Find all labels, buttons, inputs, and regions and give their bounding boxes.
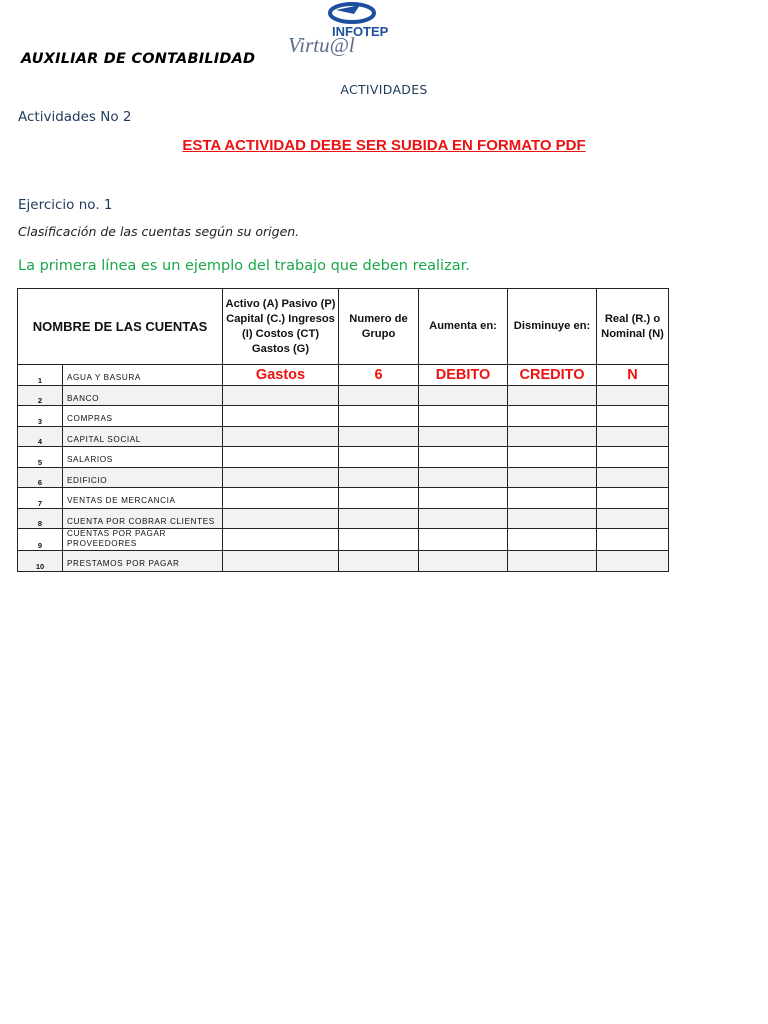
header-account-name: NOMBRE DE LAS CUENTAS — [18, 289, 223, 365]
real-nominal-cell[interactable] — [597, 385, 669, 406]
real-nominal-cell[interactable] — [597, 447, 669, 468]
example-note: La primera línea es un ejemplo del trabajo que deben realizar. — [18, 258, 470, 274]
increases-cell[interactable] — [419, 551, 508, 572]
increases-cell[interactable] — [419, 426, 508, 447]
decreases-cell[interactable] — [508, 551, 597, 572]
row-number: 3 — [18, 406, 63, 427]
table-row — [18, 406, 669, 427]
group-number-cell[interactable] — [339, 385, 419, 406]
account-name: CUENTAS POR PAGAR PROVEEDORES — [63, 529, 223, 551]
row-number: 5 — [18, 447, 63, 468]
row-number: 2 — [18, 385, 63, 406]
category-cell[interactable] — [223, 426, 339, 447]
account-name: CAPITAL SOCIAL — [63, 426, 223, 447]
table-header-row — [18, 289, 669, 365]
header-group-number: Numero de Grupo — [339, 289, 419, 365]
decreases-cell[interactable]: CREDITO — [508, 365, 597, 386]
group-number-cell[interactable] — [339, 551, 419, 572]
table-row — [18, 365, 669, 386]
category-cell[interactable] — [223, 385, 339, 406]
account-name: COMPRAS — [63, 406, 223, 427]
category-cell[interactable] — [223, 467, 339, 488]
logo-graphic — [270, 2, 400, 56]
row-number: 9 — [18, 529, 63, 551]
row-number: 4 — [18, 426, 63, 447]
table-row — [18, 467, 669, 488]
real-nominal-cell[interactable] — [597, 488, 669, 509]
decreases-cell[interactable] — [508, 447, 597, 468]
increases-cell[interactable] — [419, 447, 508, 468]
table-row — [18, 426, 669, 447]
real-nominal-cell[interactable] — [597, 426, 669, 447]
real-nominal-cell[interactable] — [597, 467, 669, 488]
category-cell[interactable] — [223, 551, 339, 572]
group-number-cell[interactable] — [339, 447, 419, 468]
increases-cell[interactable] — [419, 529, 508, 551]
table-row — [18, 447, 669, 468]
row-number: 8 — [18, 508, 63, 529]
logo-text-top: INFOTEP — [332, 24, 389, 39]
category-cell[interactable] — [223, 406, 339, 427]
exercise-subtitle: Clasificación de las cuentas según su origen. — [18, 224, 300, 239]
category-cell[interactable] — [223, 529, 339, 551]
category-cell[interactable] — [223, 447, 339, 468]
category-cell[interactable] — [223, 488, 339, 509]
real-nominal-cell[interactable]: N — [597, 365, 669, 386]
account-name: BANCO — [63, 385, 223, 406]
real-nominal-cell[interactable] — [597, 508, 669, 529]
real-nominal-cell[interactable] — [597, 406, 669, 427]
row-number: 10 — [18, 551, 63, 572]
decreases-cell[interactable] — [508, 508, 597, 529]
table-row — [18, 551, 669, 572]
table-row — [18, 508, 669, 529]
decreases-cell[interactable] — [508, 467, 597, 488]
infotep-virtual-logo — [270, 2, 400, 56]
decreases-cell[interactable] — [508, 426, 597, 447]
increases-cell[interactable] — [419, 508, 508, 529]
group-number-cell[interactable] — [339, 529, 419, 551]
decreases-cell[interactable] — [508, 406, 597, 427]
increases-cell[interactable]: DEBITO — [419, 365, 508, 386]
course-title: AUXILIAR DE CONTABILIDAD — [21, 51, 256, 67]
account-name: EDIFICIO — [63, 467, 223, 488]
header-increases: Aumenta en: — [419, 289, 508, 365]
row-number: 1 — [18, 365, 63, 386]
account-name: AGUA Y BASURA — [63, 365, 223, 386]
table-row — [18, 488, 669, 509]
group-number-cell[interactable] — [339, 467, 419, 488]
activities-number: Actividades No 2 — [18, 109, 132, 125]
increases-cell[interactable] — [419, 406, 508, 427]
category-cell[interactable]: Gastos — [223, 365, 339, 386]
category-cell[interactable] — [223, 508, 339, 529]
table-body — [18, 365, 669, 572]
real-nominal-cell[interactable] — [597, 529, 669, 551]
group-number-cell[interactable] — [339, 426, 419, 447]
increases-cell[interactable] — [419, 467, 508, 488]
account-name: CUENTA POR COBRAR CLIENTES — [63, 508, 223, 529]
group-number-cell[interactable]: 6 — [339, 365, 419, 386]
account-name: VENTAS DE MERCANCIA — [63, 488, 223, 509]
increases-cell[interactable] — [419, 488, 508, 509]
accounts-table — [17, 288, 669, 572]
decreases-cell[interactable] — [508, 385, 597, 406]
header-real-nominal: Real (R.) o Nominal (N) — [597, 289, 669, 365]
table-row — [18, 385, 669, 406]
row-number: 7 — [18, 488, 63, 509]
increases-cell[interactable] — [419, 385, 508, 406]
row-number: 6 — [18, 467, 63, 488]
group-number-cell[interactable] — [339, 508, 419, 529]
exercise-title: Ejercicio no. 1 — [18, 197, 113, 213]
account-name: SALARIOS — [63, 447, 223, 468]
table-row — [18, 529, 669, 551]
group-number-cell[interactable] — [339, 488, 419, 509]
account-name: PRESTAMOS POR PAGAR — [63, 551, 223, 572]
header-category: Activo (A) Pasivo (P) Capital (C.) Ingresos (I) Costos (CT) Gastos (G) — [223, 289, 339, 365]
logo-text-bottom: Virtu@l — [288, 33, 355, 56]
pdf-notice: ESTA ACTIVIDAD DEBE SER SUBIDA EN FORMATO PDF — [182, 137, 586, 154]
real-nominal-cell[interactable] — [597, 551, 669, 572]
header-decreases: Disminuye en: — [508, 289, 597, 365]
decreases-cell[interactable] — [508, 488, 597, 509]
activities-heading: ACTIVIDADES — [340, 82, 428, 97]
decreases-cell[interactable] — [508, 529, 597, 551]
group-number-cell[interactable] — [339, 406, 419, 427]
